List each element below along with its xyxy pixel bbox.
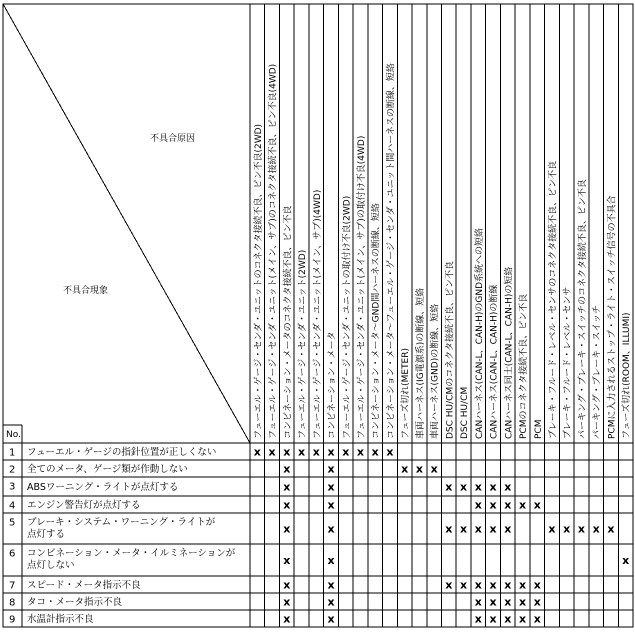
row-phenomenon-text: コンビネーション・メータ・イルミネーションが bbox=[27, 548, 236, 559]
cause-mark: x bbox=[577, 522, 585, 536]
cause-header-3: コンビネーション・メータのコネクタ接続不良、ピン不良 bbox=[283, 205, 294, 439]
row-number: 4 bbox=[9, 500, 16, 512]
cause-mark: x bbox=[298, 445, 306, 459]
table-row bbox=[9, 499, 541, 512]
cause-header-14: DSC HU/CMのコネクタ接続不良、ピン不良 bbox=[445, 260, 456, 439]
cause-header-5: フューエル・ゲージ・センダ・ユニット(メイン、サブ)(4WD) bbox=[312, 189, 323, 439]
cause-mark: x bbox=[386, 445, 394, 459]
cause-mark: x bbox=[283, 595, 291, 609]
cause-header-24: パーキング・ブレーキ・スイッチ bbox=[592, 304, 603, 439]
table-row bbox=[9, 613, 541, 626]
cause-mark: x bbox=[474, 578, 482, 592]
row-phenomenon-text: 点灯する bbox=[27, 529, 66, 540]
table-row bbox=[9, 463, 438, 476]
cause-header-22: ブレーキ・フルード・レベル・センサ bbox=[563, 286, 574, 439]
cause-mark: x bbox=[474, 480, 482, 494]
row-phenomenon-text: エンジン警告灯が点灯する bbox=[27, 500, 141, 511]
cause-mark: x bbox=[401, 462, 409, 476]
cause-header-17: CANハーネス(CAN-L、CAN-H)の断線 bbox=[489, 284, 500, 439]
row-number: 8 bbox=[9, 597, 16, 609]
row-number: 3 bbox=[9, 481, 16, 493]
cause-mark: x bbox=[592, 522, 600, 536]
row-number: 1 bbox=[9, 447, 16, 459]
row-phenomenon-text: ABSワーニング・ライトが点灯する bbox=[27, 482, 179, 493]
row-phenomenon-text: 水温計指示不良 bbox=[27, 614, 94, 625]
cause-mark: x bbox=[327, 595, 335, 609]
cause-header-4: フューエル・ゲージ・センダ・ユニット(2WD) bbox=[298, 249, 309, 439]
cause-mark: x bbox=[460, 522, 468, 536]
cause-mark: x bbox=[253, 445, 261, 459]
cause-mark: x bbox=[371, 445, 379, 459]
row-number: 6 bbox=[9, 548, 16, 560]
cause-mark: x bbox=[489, 498, 497, 512]
cause-mark: x bbox=[489, 578, 497, 592]
cause-mark: x bbox=[327, 498, 335, 512]
row-number: 2 bbox=[9, 464, 16, 476]
cause-mark: x bbox=[533, 498, 541, 512]
cause-mark: x bbox=[342, 445, 350, 459]
cause-mark: x bbox=[445, 578, 453, 592]
cause-mark: x bbox=[327, 480, 335, 494]
header-diagonal bbox=[3, 4, 250, 443]
cause-mark: x bbox=[474, 498, 482, 512]
row-phenomenon-text: タコ・メータ指示不良 bbox=[27, 597, 123, 608]
cause-mark: x bbox=[474, 595, 482, 609]
cause-mark: x bbox=[283, 480, 291, 494]
cause-mark: x bbox=[283, 462, 291, 476]
cause-mark: x bbox=[533, 578, 541, 592]
cause-mark: x bbox=[548, 522, 556, 536]
table-row bbox=[9, 517, 614, 540]
row-phenomenon-text: スピード・メータ指示不良 bbox=[27, 580, 141, 591]
cause-mark: x bbox=[504, 578, 512, 592]
cause-mark: x bbox=[504, 480, 512, 494]
cause-header-23: パーキング・ブレーキ・スイッチのコネクタ接続不良、ピン不良 bbox=[577, 179, 588, 439]
cause-mark: x bbox=[489, 480, 497, 494]
table-row bbox=[9, 446, 393, 459]
table-row bbox=[9, 579, 541, 592]
cause-header-13: 車両ハーネス(GND)の断線、短絡 bbox=[430, 303, 441, 439]
cause-mark: x bbox=[504, 595, 512, 609]
cause-mark: x bbox=[356, 445, 365, 459]
cause-mark: x bbox=[533, 595, 541, 609]
cause-mark: x bbox=[474, 522, 482, 536]
phenomenon-header-label: 不具合現象 bbox=[63, 286, 109, 296]
cause-header-19: PCMのコネクタ接続不良、ピン不良 bbox=[519, 293, 530, 439]
cause-mark: x bbox=[504, 498, 512, 512]
cause-mark: x bbox=[327, 612, 335, 626]
row-phenomenon-text: フューエル・ゲージの指針位置が正しくない bbox=[27, 447, 217, 458]
row-phenomenon-text: 点灯しない bbox=[27, 560, 75, 571]
cause-mark: x bbox=[460, 578, 468, 592]
cause-mark: x bbox=[327, 462, 335, 476]
cause-mark: x bbox=[283, 522, 291, 536]
cause-header-7: フューエル・ゲージ・センダ・ユニットの取付け不良(2WD) bbox=[342, 195, 353, 439]
cause-header-25: PCMに入力されるストップ・ライト・スイッチ信号の不具合 bbox=[607, 195, 618, 439]
cause-header-8: フューエル・ゲージ・センダ・ユニット(メイン、サブ)の取付け不良(4WD) bbox=[356, 135, 367, 439]
cause-header-15: DSC HU/CM bbox=[460, 386, 471, 439]
cause-mark: x bbox=[327, 578, 335, 592]
cause-mark: x bbox=[518, 612, 527, 626]
cause-mark: x bbox=[474, 612, 482, 626]
cause-header-9: コンビネーション・メータ〜GND間ハーネスの断線、短絡 bbox=[371, 203, 382, 439]
cause-header-16: CANハーネス(CAN-L、CAN-H)のGND系統への短絡 bbox=[474, 227, 485, 439]
cause-mark: x bbox=[445, 480, 453, 494]
row-phenomenon-text: ブレーキ・システム・ワーニング・ライトが bbox=[27, 517, 216, 528]
cause-mark: x bbox=[504, 522, 512, 536]
cause-mark: x bbox=[445, 522, 453, 536]
cause-mark: x bbox=[283, 554, 291, 567]
cause-mark: x bbox=[283, 612, 291, 626]
cause-mark: x bbox=[489, 612, 497, 626]
cause-mark: x bbox=[312, 445, 320, 459]
phenomenon-rows bbox=[9, 446, 629, 626]
cause-header-18: CANハーネス同士(CAN-L、CAN-H)の短絡 bbox=[504, 266, 515, 439]
cause-mark: x bbox=[283, 445, 291, 459]
cause-mark: x bbox=[489, 522, 497, 536]
table-row bbox=[9, 481, 511, 494]
cause-header-12: 車両ハーネス(IG電源系)の断線、短絡 bbox=[415, 287, 426, 439]
cause-mark: x bbox=[327, 554, 335, 567]
cause-mark: x bbox=[518, 578, 527, 592]
cause-mark: x bbox=[518, 595, 527, 609]
cause-mark: x bbox=[268, 445, 276, 459]
cause-mark: x bbox=[518, 498, 527, 512]
cause-header-26: フューズ切れ(ROOM、ILLUMI) bbox=[622, 312, 633, 439]
cause-mark: x bbox=[430, 462, 438, 476]
cause-mark: x bbox=[622, 554, 630, 567]
cause-header-11: フューズ切れ(METER) bbox=[401, 347, 412, 439]
cause-mark: x bbox=[460, 480, 468, 494]
cause-mark: x bbox=[283, 498, 291, 512]
cause-mark: x bbox=[327, 522, 335, 536]
cause-header-6: コンビネーション・メータ bbox=[327, 331, 338, 439]
no-header-label: No. bbox=[6, 430, 21, 440]
cause-mark: x bbox=[489, 595, 497, 609]
table-row bbox=[9, 596, 541, 609]
cause-header-label: 不具合原因 bbox=[150, 134, 196, 144]
cause-header-1: フューエル・ゲージ・センダ・ユニットのコネクタ接続不良、ピン不良(2WD) bbox=[253, 123, 264, 439]
cause-mark: x bbox=[283, 578, 291, 592]
row-number: 9 bbox=[9, 614, 16, 626]
cause-header-21: ブレーキ・フルード・レベル・センサのコネクタ接続不良、ピン不良 bbox=[548, 160, 559, 439]
cause-mark: x bbox=[563, 522, 571, 536]
cause-mark: x bbox=[415, 462, 423, 476]
table-row bbox=[9, 548, 629, 571]
row-number: 7 bbox=[9, 580, 16, 592]
row-number: 5 bbox=[9, 517, 16, 529]
cause-mark: x bbox=[533, 612, 541, 626]
cause-mark: x bbox=[607, 522, 615, 536]
cause-header-2: フューエル・ゲージ・センダ・ユニット(メイン、サブ)のコネクタ接続不良、ピン不良(4WD) bbox=[268, 63, 279, 439]
cause-header-10: コンビネーション・メータ〜フューエル・ゲージ・センダ・ユニット間ハーネスの断線、短絡 bbox=[386, 63, 397, 439]
row-phenomenon-text: 全てのメータ、ゲージ類が作動しない bbox=[27, 464, 188, 475]
cause-mark: x bbox=[327, 445, 335, 459]
cause-mark: x bbox=[504, 612, 512, 626]
cause-header-20: PCM bbox=[533, 419, 544, 439]
